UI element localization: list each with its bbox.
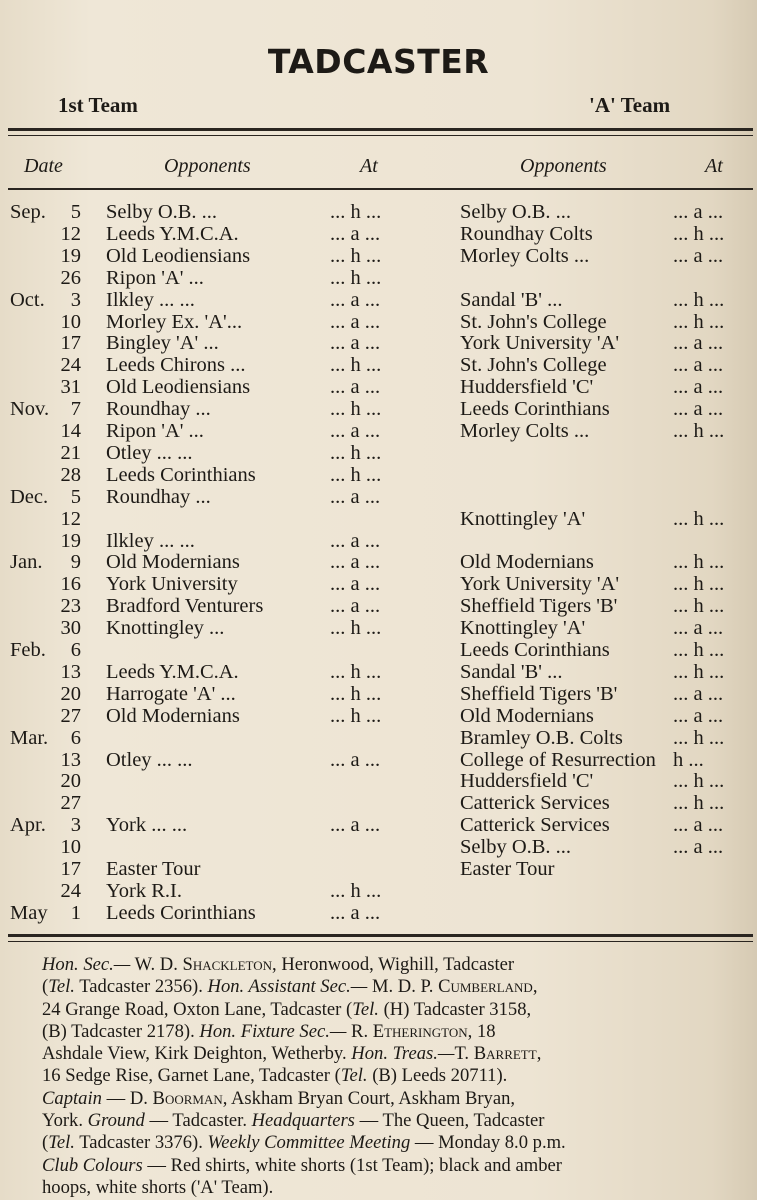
fixture-row [0, 420, 757, 442]
col-opponents-2: Opponents [520, 155, 607, 177]
a-team-venue: ... a ... [673, 814, 724, 837]
fixture-row [0, 311, 757, 333]
date-month: Oct. [10, 288, 45, 311]
footer-line-2: (Tel. Tadcaster 2356). Hon. Assistant Sec.— M. D. P. Cumberland, [42, 976, 538, 998]
first-team-opponent: Otley ... ... [106, 748, 193, 771]
a-team-opponent: Huddersfield 'C' [460, 376, 594, 399]
first-team-opponent: Ilkley ... ... [106, 529, 195, 552]
first-team-venue: ... a ... [330, 748, 381, 771]
fixture-row [0, 508, 757, 530]
a-team-opponent: Knottingley 'A' [460, 617, 586, 640]
date-day: 23 [60, 595, 81, 618]
date-day: 5 [70, 201, 81, 223]
date-day: 3 [70, 814, 81, 837]
a-team-venue: ... a ... [673, 244, 724, 267]
a-team-opponent: Catterick Services [460, 792, 610, 815]
date-day: 10 [60, 836, 81, 859]
a-team-venue: ... h ... [673, 551, 725, 574]
date-day: 19 [60, 244, 81, 267]
a-team-opponent: Old Modernians [460, 551, 594, 574]
first-team-venue: ... a ... [330, 222, 381, 245]
first-team-opponent: Ripon 'A' ... [106, 266, 204, 289]
date-day: 7 [70, 398, 81, 421]
footer-line-1: Hon. Sec.— W. D. Shackleton, Heronwood, Wighill, Tadcaster [42, 954, 515, 975]
date-day: 20 [60, 682, 81, 705]
a-team-venue: ... h ... [673, 792, 725, 815]
a-team-venue: ... h ... [673, 420, 725, 442]
fixture-row [0, 332, 757, 354]
bottom-double-rule-2 [8, 941, 753, 942]
date-day: 12 [60, 507, 81, 530]
first-team-opponent: Roundhay ... [106, 398, 211, 421]
date-day: 1 [70, 901, 81, 924]
a-team-venue: ... h ... [673, 660, 725, 683]
a-team-venue: ... h ... [673, 726, 725, 749]
first-team-opponent: Leeds Y.M.C.A. [106, 660, 239, 683]
first-team-opponent: Old Leodiensians [106, 244, 251, 267]
date-day: 3 [70, 288, 81, 311]
first-team-venue: ... a ... [330, 595, 381, 618]
club-officials [42, 954, 757, 1199]
first-team-opponent: Morley Ex. 'A'... [106, 310, 243, 333]
fixture-row [0, 223, 757, 245]
a-team-opponent: Selby O.B. ... [460, 836, 572, 859]
a-team-venue: ... a ... [673, 201, 724, 223]
date-day: 24 [60, 879, 81, 902]
date-day: 24 [60, 354, 81, 377]
fixture-row [0, 880, 757, 902]
first-team-opponent: Harrogate 'A' ... [106, 682, 236, 705]
date-day: 27 [60, 792, 81, 815]
fixture-row [0, 573, 757, 595]
first-team-opponent: York ... ... [106, 814, 188, 837]
page-title: TADCASTER [267, 42, 490, 81]
first-team-venue: ... a ... [330, 332, 381, 355]
fixture-row [0, 639, 757, 661]
footer-line-6: 16 Sedge Rise, Garnet Lane, Tadcaster (Tel. (B) Leeds 20711). [42, 1065, 508, 1087]
date-day: 27 [60, 704, 81, 727]
first-team-venue: ... h ... [330, 201, 382, 223]
date-day: 12 [60, 222, 81, 245]
a-team-opponent: Knottingley 'A' [460, 507, 586, 530]
col-date: Date [24, 155, 63, 177]
date-month: Dec. [10, 485, 49, 508]
a-team-opponent: College of Resurrection [460, 748, 656, 771]
first-team-venue: ... a ... [330, 573, 381, 596]
a-team-opponent: St. John's College [460, 310, 607, 333]
fixture-row [0, 464, 757, 486]
first-team-opponent: Ripon 'A' ... [106, 420, 204, 442]
first-team-opponent: Knottingley ... [106, 617, 225, 640]
first-team-opponent: Selby O.B. ... [106, 201, 218, 223]
fixture-row [0, 683, 757, 705]
a-team-venue: h ... [673, 748, 704, 771]
date-day: 28 [60, 463, 81, 486]
date-month: Feb. [10, 639, 46, 661]
date-day: 17 [60, 332, 81, 355]
header-rule [8, 188, 753, 190]
first-team-venue: ... a ... [330, 310, 381, 333]
footer-line-5: Ashdale View, Kirk Deighton, Wetherby. Hon. Treas.—T. Barrett, [42, 1043, 542, 1065]
a-team-venue: ... h ... [673, 288, 725, 311]
date-month: Nov. [10, 398, 50, 421]
first-team-venue: ... a ... [330, 420, 381, 442]
first-team-venue: ... h ... [330, 354, 382, 377]
a-team-venue: ... a ... [673, 376, 724, 399]
a-team-opponent: Old Modernians [460, 704, 594, 727]
fixture-row [0, 858, 757, 880]
a-team-opponent: Sandal 'B' ... [460, 660, 563, 683]
date-day: 5 [70, 485, 81, 508]
a-team-venue: ... a ... [673, 836, 724, 859]
footer-line-7: Captain — D. Boorman, Askham Bryan Court, Askham Bryan, [42, 1087, 516, 1109]
date-day: 13 [60, 748, 81, 771]
first-team-venue: ... h ... [330, 879, 382, 902]
first-team-opponent: Bingley 'A' ... [106, 332, 219, 355]
top-double-rule-2 [8, 135, 753, 136]
date-day: 19 [60, 529, 81, 552]
fixture-row [0, 770, 757, 792]
a-team-opponent: York University 'A' [460, 573, 620, 596]
first-team-opponent: Leeds Corinthians [106, 463, 256, 486]
bottom-double-rule-1 [8, 934, 753, 937]
fixture-row [0, 551, 757, 573]
first-team-venue: ... h ... [330, 266, 382, 289]
a-team-opponent: Sheffield Tigers 'B' [460, 595, 618, 618]
date-month: May [10, 901, 48, 924]
fixture-row [0, 201, 757, 223]
a-team-opponent: Easter Tour [460, 858, 555, 880]
first-team-opponent: York R.I. [106, 879, 182, 902]
a-team-opponent: Sandal 'B' ... [460, 288, 563, 311]
a-team-opponent: Leeds Corinthians [460, 639, 610, 661]
fixture-row [0, 354, 757, 376]
fixture-row [0, 289, 757, 311]
date-day: 6 [70, 726, 81, 749]
first-team-venue: ... h ... [330, 617, 382, 640]
first-team-venue: ... h ... [330, 463, 382, 486]
a-team-venue: ... a ... [673, 332, 724, 355]
a-team-venue: ... a ... [673, 354, 724, 377]
footer-line-11: hoops, white shorts ('A' Team). [42, 1176, 274, 1198]
first-team-opponent: Leeds Chirons ... [106, 354, 246, 377]
first-team-opponent: Bradford Venturers [106, 595, 264, 618]
fixture-row [0, 727, 757, 749]
first-team-opponent: Leeds Corinthians [106, 901, 256, 924]
first-team-venue: ... h ... [330, 398, 382, 421]
a-team-venue: ... a ... [673, 704, 724, 727]
a-team-venue: ... h ... [673, 639, 725, 661]
fixture-row [0, 705, 757, 727]
date-day: 9 [70, 551, 81, 574]
date-day: 21 [60, 441, 81, 464]
footer-line-4: (B) Tadcaster 2178). Hon. Fixture Sec.— R. Etherington, 18 [42, 1020, 496, 1042]
a-team-opponent: Roundhay Colts [460, 222, 593, 245]
first-team-venue: ... h ... [330, 244, 382, 267]
top-double-rule-1 [8, 128, 753, 131]
fixture-row [0, 398, 757, 420]
fixture-row [0, 530, 757, 552]
a-team-venue: ... h ... [673, 595, 725, 618]
first-team-venue: ... a ... [330, 376, 381, 399]
date-day: 14 [60, 420, 81, 442]
fixture-row [0, 442, 757, 464]
footer-line-8: York. Ground — Tadcaster. Headquarters — The Queen, Tadcaster [42, 1110, 545, 1132]
fixture-row [0, 595, 757, 617]
first-team-venue: ... a ... [330, 288, 381, 311]
fixture-row [0, 267, 757, 289]
a-team-venue: ... a ... [673, 398, 724, 421]
first-team-heading: 1st Team [58, 93, 138, 117]
a-team-opponent: Morley Colts ... [460, 244, 590, 267]
date-day: 20 [60, 770, 81, 793]
date-day: 13 [60, 660, 81, 683]
first-team-opponent: Roundhay ... [106, 485, 211, 508]
a-team-opponent: Huddersfield 'C' [460, 770, 594, 793]
fixture-row [0, 749, 757, 771]
a-team-opponent: Morley Colts ... [460, 420, 590, 442]
first-team-venue: ... a ... [330, 485, 381, 508]
first-team-venue: ... a ... [330, 901, 381, 924]
a-team-venue: ... h ... [673, 573, 725, 596]
first-team-opponent: York University [106, 573, 238, 596]
first-team-venue: ... h ... [330, 704, 382, 727]
fixture-row [0, 792, 757, 814]
first-team-opponent: Old Modernians [106, 551, 240, 574]
fixture-row [0, 661, 757, 683]
first-team-opponent: Easter Tour [106, 858, 201, 880]
date-day: 16 [60, 573, 81, 596]
a-team-opponent: Sheffield Tigers 'B' [460, 682, 618, 705]
first-team-venue: ... a ... [330, 551, 381, 574]
first-team-venue: ... a ... [330, 529, 381, 552]
a-team-venue: ... h ... [673, 310, 725, 333]
a-team-opponent: Leeds Corinthians [460, 398, 610, 421]
a-team-heading: 'A' Team [589, 93, 671, 117]
first-team-opponent: Old Leodiensians [106, 376, 251, 399]
fixture-row [0, 836, 757, 858]
first-team-opponent: Ilkley ... ... [106, 288, 195, 311]
date-day: 31 [60, 376, 81, 399]
col-at-1: At [360, 155, 378, 177]
fixture-row [0, 814, 757, 836]
date-day: 6 [70, 639, 81, 661]
footer-line-9: (Tel. Tadcaster 3376). Weekly Committee Meeting — Monday 8.0 p.m. [42, 1132, 566, 1154]
first-team-venue: ... h ... [330, 441, 382, 464]
footer-line-10: Club Colours — Red shirts, white shorts (1st Team); black and amber [42, 1154, 562, 1176]
fixture-row [0, 486, 757, 508]
a-team-venue: ... a ... [673, 682, 724, 705]
a-team-opponent: Selby O.B. ... [460, 201, 572, 223]
date-day: 26 [60, 266, 81, 289]
a-team-opponent: York University 'A' [460, 332, 620, 355]
date-day: 30 [60, 617, 81, 640]
first-team-venue: ... h ... [330, 682, 382, 705]
date-month: Mar. [10, 726, 49, 749]
a-team-venue: ... h ... [673, 222, 725, 245]
a-team-opponent: St. John's College [460, 354, 607, 377]
first-team-venue: ... h ... [330, 660, 382, 683]
first-team-venue: ... a ... [330, 814, 381, 837]
col-at-2: At [705, 155, 723, 177]
a-team-venue: ... h ... [673, 507, 725, 530]
first-team-opponent: Leeds Y.M.C.A. [106, 222, 239, 245]
a-team-opponent: Bramley O.B. Colts [460, 726, 623, 749]
fixture-row [0, 376, 757, 398]
date-day: 17 [60, 858, 81, 880]
date-month: Sep. [10, 201, 46, 223]
date-day: 10 [60, 310, 81, 333]
fixture-row [0, 902, 757, 924]
fixture-row [0, 617, 757, 639]
fixture-row [0, 245, 757, 267]
first-team-opponent: Otley ... ... [106, 441, 193, 464]
date-month: Jan. [10, 551, 43, 574]
a-team-venue: ... a ... [673, 617, 724, 640]
a-team-venue: ... h ... [673, 770, 725, 793]
footer-line-3: 24 Grange Road, Oxton Lane, Tadcaster (Tel. (H) Tadcaster 3158, [42, 998, 532, 1020]
date-month: Apr. [10, 814, 46, 837]
first-team-opponent: Old Modernians [106, 704, 240, 727]
a-team-opponent: Catterick Services [460, 814, 610, 837]
col-opponents-1: Opponents [164, 155, 251, 177]
